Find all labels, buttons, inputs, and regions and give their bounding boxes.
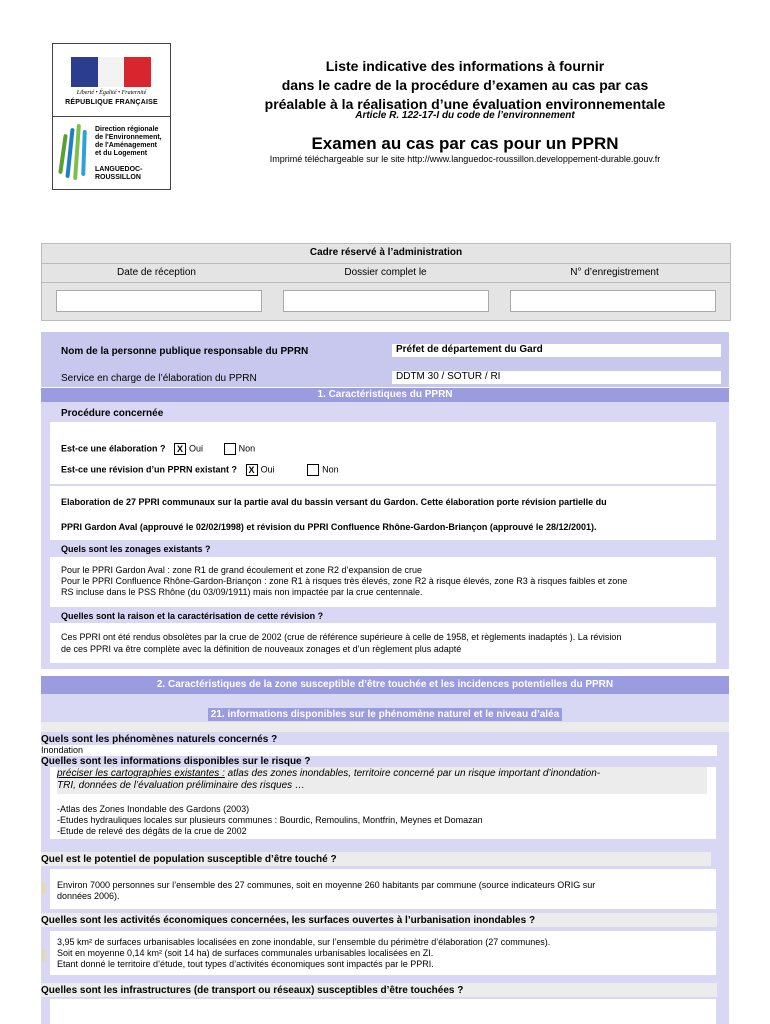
marianne-flag-icon — [71, 57, 151, 87]
population-box[interactable]: Environ 7000 personnes sur l’ensemble des 27 communes, soit en moyenne 260 habitants par commune (source indicateurs ORIG sur données 2006). — [50, 869, 716, 909]
elaboration-non-checkbox[interactable] — [224, 443, 236, 455]
phenomenes-answer[interactable]: Inondation — [41, 745, 717, 756]
phenomenes-question: Quels sont les phénomènes naturels concernés ? — [41, 734, 278, 745]
dossier-complet-field[interactable] — [283, 290, 489, 312]
registration-number-field[interactable] — [510, 290, 716, 312]
elaboration-oui-checkbox[interactable]: X — [174, 443, 186, 455]
responsible-value[interactable]: Préfet de département du Gard — [392, 344, 721, 357]
revision-oui-checkbox[interactable]: X — [246, 464, 258, 476]
admin-col-number: N° d’enregistrement — [570, 267, 659, 278]
printable-note: Imprimé téléchargeable sur le site http://www.languedoc-roussillon.developpement-durable.gouv.fr — [269, 154, 661, 164]
procedure-title: Procédure concernée — [61, 408, 164, 419]
infos-question: Quelles sont les informations disponibles sur le risque ? — [41, 756, 311, 767]
zonages-box[interactable]: Pour le PPRI Gardon Aval : zone R1 de grand écoulement et zone R2 d’expansion de crue Pour le PPRI Confluence Rhône-Gardon-Briançon : zone R1 à risques très élevés, zone R2 à risque élevés, zone R3 à risques faibles et zone RS incluse dans le PSS Rhône (du 03/09/1911) mais non impactée par la crue centennale. — [50, 557, 716, 607]
infrastructures-box[interactable] — [50, 999, 716, 1024]
republic-logo — [53, 44, 170, 117]
motto: Liberté • Égalité • Fraternité — [76, 90, 147, 96]
section2-title: 2. Caractéristiques de la zone susceptible d’être touchée et les incidences potentielles du PPRN — [41, 676, 729, 694]
sub21-title: 21. informations disponibles sur le phénomène naturel et le niveau d’aléa — [208, 708, 562, 721]
service-value[interactable]: DDTM 30 / SOTUR / RI — [392, 371, 721, 384]
admin-title: Cadre réservé à l’administration — [309, 247, 463, 258]
activites-box[interactable]: 3,95 km² de surfaces urbanisables localisées en zone inondable, sur l’ensemble du périmètre d’élaboration (27 communes). Soit en moyenne 0,14 km² (soit 14 ha) de surfaces communales urbanisables localisées en ZI. Etant donné le territoire d’étude, tout types d’activités économiques sont impactés par le PPRI. — [50, 931, 716, 975]
raison-box[interactable]: Ces PPRI ont été rendus obsolètes par la crue de 2002 (crue de référence supérieure à celle de 1958, et règlements inadaptés ). La révision de ces PPRI va être complète avec la définition de nouveaux zonages et d’un règlement plus adapté — [50, 623, 716, 663]
service-label: Service en charge de l’élaboration du PPRN — [61, 373, 257, 384]
raison-question: Quelles sont la raison et la caractérisation de cette révision ? — [61, 611, 324, 621]
date-reception-field[interactable] — [56, 290, 262, 312]
responsible-label: Nom de la personne publique responsable du PPRN — [61, 346, 309, 357]
description-line-1: Elaboration de 27 PPRI communaux sur la partie aval du bassin versant du Gardon. Cette élaboration porte révision partielle du — [61, 497, 607, 507]
revision-question: Est-ce une révision d’un PPRN existant ? X Oui Non — [61, 464, 339, 475]
infrastructures-question: Quelles sont les infrastructures (de transport ou réseaux) susceptibles d’être touchées ? — [41, 985, 464, 996]
description-line-2: PPRI Gardon Aval (approuvé le 02/02/1998) et révision du PPRI Confluence Rhône-Gardon-Briançon (approuvé le 28/12/2001). — [61, 522, 597, 532]
admin-box — [41, 243, 731, 321]
admin-col-date: Date de réception — [117, 267, 196, 278]
dreal-name: Direction régionale de l'Environnement, de l'Aménagement et du Logement — [95, 126, 162, 157]
logo — [52, 43, 171, 190]
sub21-spacer — [41, 722, 729, 732]
region-name: LANGUEDOC- ROUSSILLON — [95, 166, 143, 181]
section1-title: 1. Caractéristiques du PPRN — [41, 388, 729, 402]
article-reference: Article R. 122-17-I du code de l’environnement — [355, 110, 575, 121]
revision-non-checkbox[interactable] — [307, 464, 319, 476]
zonages-question: Quels sont les zonages existants ? — [61, 544, 211, 554]
document-title: Liste indicative des informations à fournir dans le cadre de la procédure d’examen au cas par cas préalable à la réalisation d’une évaluation environnementale — [264, 58, 666, 112]
republic-name: RÉPUBLIQUE FRANÇAISE — [65, 99, 158, 106]
sub21-wrapper — [41, 704, 729, 720]
infos-hint: préciser les cartographies existantes : atlas des zones inondables, territoire concerné par un risque important d’inondation- TRI, données de l’évaluation préliminaire des risques … — [57, 767, 707, 794]
infos-box[interactable]: préciser les cartographies existantes : atlas des zones inondables, territoire concerné par un risque important d’inondation- TRI, données de l’évaluation préliminaire des risques … -Atlas des Zones Inondable des Gardons (2003) -Etudes hydrauliques locales sur plusieurs communes : Bourdic, Remoulins, Montfrin, Meynes et Domazan -Etude de relevé des dégâts de la crue de 2002 — [50, 767, 716, 839]
admin-col-dossier: Dossier complet le — [344, 267, 427, 278]
dreal-stripes-icon — [59, 124, 91, 182]
form-title: Examen au cas par cas pour un PPRN — [311, 134, 619, 153]
population-question: Quel est le potentiel de population susceptible d’être touché ? — [41, 854, 337, 865]
elaboration-question: Est-ce une élaboration ? X Oui Non — [61, 443, 256, 454]
activites-question: Quelles sont les activités économiques concernées, les surfaces ouvertes à l’urbanisation inondables ? — [41, 915, 536, 926]
